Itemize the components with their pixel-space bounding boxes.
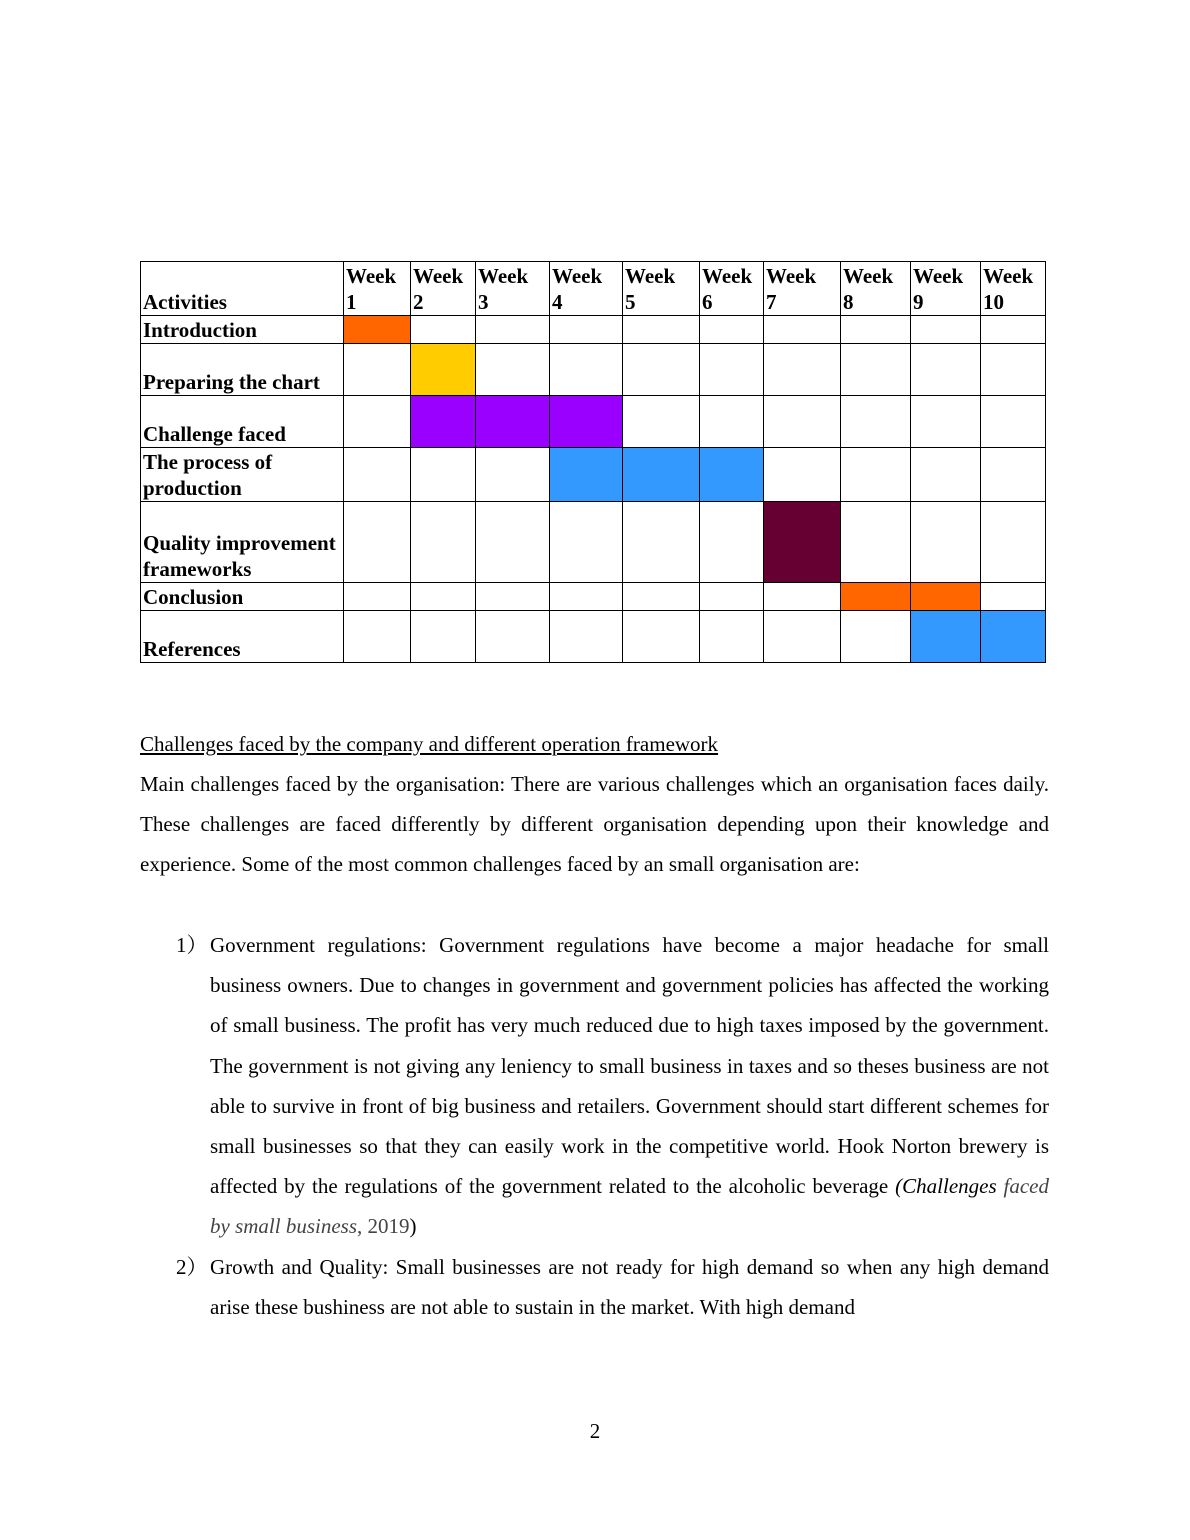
gantt-bar-cell (550, 396, 623, 448)
gantt-bar-cell (476, 396, 550, 448)
gantt-empty-cell (476, 502, 550, 583)
activity-label: Quality improvement frameworks (141, 502, 344, 583)
gantt-empty-cell (911, 502, 981, 583)
gantt-header-row (141, 262, 1046, 316)
week-5-header: Week 5 (623, 262, 700, 316)
gantt-empty-cell (911, 316, 981, 344)
gantt-bar-cell (911, 583, 981, 611)
list-item (140, 1247, 1049, 1327)
gantt-empty-cell (550, 316, 623, 344)
gantt-empty-cell (981, 344, 1046, 396)
gantt-empty-cell (623, 396, 700, 448)
gantt-bar-cell (764, 502, 841, 583)
gantt-bar-cell (981, 611, 1046, 663)
gantt-empty-cell (344, 448, 411, 502)
gantt-empty-cell (764, 396, 841, 448)
gantt-empty-cell (700, 583, 764, 611)
gantt-row-quality-improvement (141, 502, 1046, 583)
citation-open: (Challenges (895, 1174, 997, 1199)
citation-title: faced by small business (210, 1174, 1050, 1239)
gantt-empty-cell (550, 611, 623, 663)
section-heading: Challenges faced by the company and different operation framework (140, 732, 719, 756)
gantt-empty-cell (476, 344, 550, 396)
gantt-empty-cell (411, 611, 476, 663)
list-item-text: Growth and Quality: Small businesses are not ready for high demand so when any high demand arise these bushiness are not able to sustain in the market. With high demand (210, 1254, 1049, 1319)
gantt-empty-cell (764, 611, 841, 663)
list-item-number: 2） (176, 1254, 208, 1279)
gantt-row-conclusion (141, 583, 1046, 611)
gantt-empty-cell (911, 448, 981, 502)
challenges-list (140, 925, 1049, 1327)
gantt-empty-cell (623, 502, 700, 583)
gantt-empty-cell (981, 448, 1046, 502)
list-item-text: Government regulations: Government regulations have become a major headache for small business owners. Due to changes in government and government policies has affected the working of small business. The profit has very much reduced due to high taxes imposed by the government. The government is not giving any leniency to small business in taxes and so theses business are not able to survive in front of big business and retailers. Government should start different schemes for small businesses so that they can easily work in the competitive world. Hook Norton brewery is affected by the regulations of the government related to the alcoholic beverage (210, 933, 1049, 1199)
week-10-header: Week 10 (981, 262, 1046, 316)
list-item-number: 1） (176, 933, 208, 957)
gantt-empty-cell (476, 611, 550, 663)
gantt-empty-cell (841, 396, 911, 448)
gantt-bar-cell (841, 583, 911, 611)
citation-year: , 2019 (357, 1214, 410, 1239)
gantt-chart-table (140, 261, 1046, 663)
gantt-empty-cell (841, 611, 911, 663)
gantt-empty-cell (411, 583, 476, 611)
gantt-empty-cell (700, 396, 764, 448)
gantt-empty-cell (344, 502, 411, 583)
gantt-row-process-of-production (141, 448, 1046, 502)
gantt-bar-cell (550, 448, 623, 502)
week-4-header: Week 4 (550, 262, 623, 316)
gantt-empty-cell (623, 583, 700, 611)
gantt-bar-cell (623, 448, 700, 502)
week-1-header: Week 1 (344, 262, 411, 316)
activity-label: Challenge faced (141, 396, 344, 448)
week-9-header: Week 9 (911, 262, 981, 316)
gantt-empty-cell (981, 583, 1046, 611)
activity-label: Conclusion (141, 583, 344, 611)
week-7-header: Week 7 (764, 262, 841, 316)
citation-close: ) (409, 1214, 417, 1239)
gantt-empty-cell (344, 396, 411, 448)
week-3-header: Week 3 (476, 262, 550, 316)
gantt-empty-cell (476, 448, 550, 502)
intro-paragraph: Main challenges faced by the organisation: There are various challenges which an organisation faces daily. These challenges are faced differently by different organisation depending upon their knowledge and experience. Some of the most common challenges faced by an small organisation are: (140, 772, 1049, 877)
list-item (140, 925, 1049, 1247)
gantt-empty-cell (841, 344, 911, 396)
activity-label: The process of production (141, 448, 344, 502)
gantt-empty-cell (981, 316, 1046, 344)
gantt-bar-cell (911, 611, 981, 663)
gantt-empty-cell (911, 344, 981, 396)
gantt-empty-cell (764, 448, 841, 502)
gantt-empty-cell (344, 583, 411, 611)
gantt-empty-cell (841, 448, 911, 502)
gantt-empty-cell (981, 502, 1046, 583)
gantt-empty-cell (764, 344, 841, 396)
activities-header: Activities (141, 262, 344, 316)
gantt-bar-cell (344, 316, 411, 344)
gantt-empty-cell (700, 502, 764, 583)
gantt-empty-cell (841, 316, 911, 344)
gantt-bar-cell (700, 448, 764, 502)
activity-label: References (141, 611, 344, 663)
gantt-row-preparing-the-chart (141, 344, 1046, 396)
activity-label: Introduction (141, 316, 344, 344)
gantt-bar-cell (411, 344, 476, 396)
gantt-empty-cell (411, 448, 476, 502)
gantt-empty-cell (550, 344, 623, 396)
gantt-empty-cell (700, 344, 764, 396)
gantt-bar-cell (411, 396, 476, 448)
gantt-empty-cell (550, 583, 623, 611)
gantt-empty-cell (700, 316, 764, 344)
gantt-empty-cell (476, 583, 550, 611)
gantt-empty-cell (550, 502, 623, 583)
gantt-empty-cell (700, 611, 764, 663)
gantt-empty-cell (344, 611, 411, 663)
gantt-empty-cell (411, 502, 476, 583)
week-8-header: Week 8 (841, 262, 911, 316)
gantt-empty-cell (623, 344, 700, 396)
gantt-empty-cell (476, 316, 550, 344)
gantt-empty-cell (344, 344, 411, 396)
gantt-empty-cell (841, 502, 911, 583)
gantt-empty-cell (623, 611, 700, 663)
gantt-row-references (141, 611, 1046, 663)
week-2-header: Week 2 (411, 262, 476, 316)
gantt-empty-cell (623, 316, 700, 344)
gantt-row-challenge-faced (141, 396, 1046, 448)
gantt-empty-cell (411, 316, 476, 344)
gantt-empty-cell (764, 316, 841, 344)
gantt-empty-cell (764, 583, 841, 611)
activity-label: Preparing the chart (141, 344, 344, 396)
gantt-empty-cell (911, 396, 981, 448)
gantt-row-introduction (141, 316, 1046, 344)
week-6-header: Week 6 (700, 262, 764, 316)
gantt-empty-cell (981, 396, 1046, 448)
page-number: 2 (589, 1419, 601, 1443)
